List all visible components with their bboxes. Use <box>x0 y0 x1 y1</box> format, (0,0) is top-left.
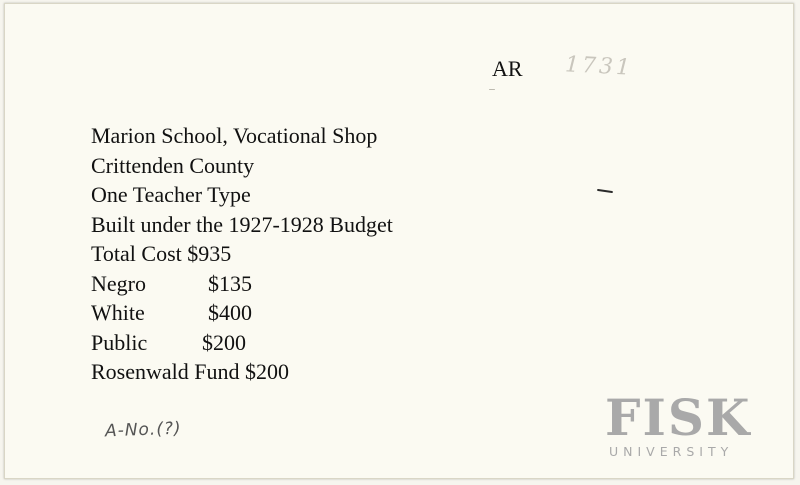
contribution-value: $200 <box>202 329 246 355</box>
contribution-row <box>91 328 393 358</box>
logo-word: FISK <box>605 388 752 447</box>
school-name: Marion School, Vocational Shop <box>91 123 378 148</box>
card-text <box>91 121 393 387</box>
total-cost: Total Cost $935 <box>91 241 232 266</box>
pencil-number: 1731 <box>564 52 634 81</box>
contribution-label: Public <box>91 329 148 355</box>
budget-year: Built under the 1927-1928 Budget <box>91 211 393 237</box>
contribution-label: Negro <box>91 270 146 296</box>
contribution-value: $135 <box>208 270 252 296</box>
school-type: One Teacher Type <box>91 182 251 207</box>
ink-mark <box>489 89 495 90</box>
handwritten-note: A-No.(?) <box>104 418 182 442</box>
index-card <box>4 3 794 479</box>
fisk-university-logo <box>605 388 785 466</box>
contribution-row <box>91 269 393 299</box>
state-code: AR <box>492 56 523 81</box>
ink-mark <box>597 189 613 193</box>
county: Crittenden County <box>91 152 255 178</box>
contribution-label: White <box>91 300 145 325</box>
rosenwald-fund: Rosenwald Fund $200 <box>91 359 289 384</box>
contribution-value: $400 <box>208 300 252 325</box>
contribution-row <box>91 298 393 328</box>
logo-subtitle: UNIVERSITY <box>609 444 734 459</box>
